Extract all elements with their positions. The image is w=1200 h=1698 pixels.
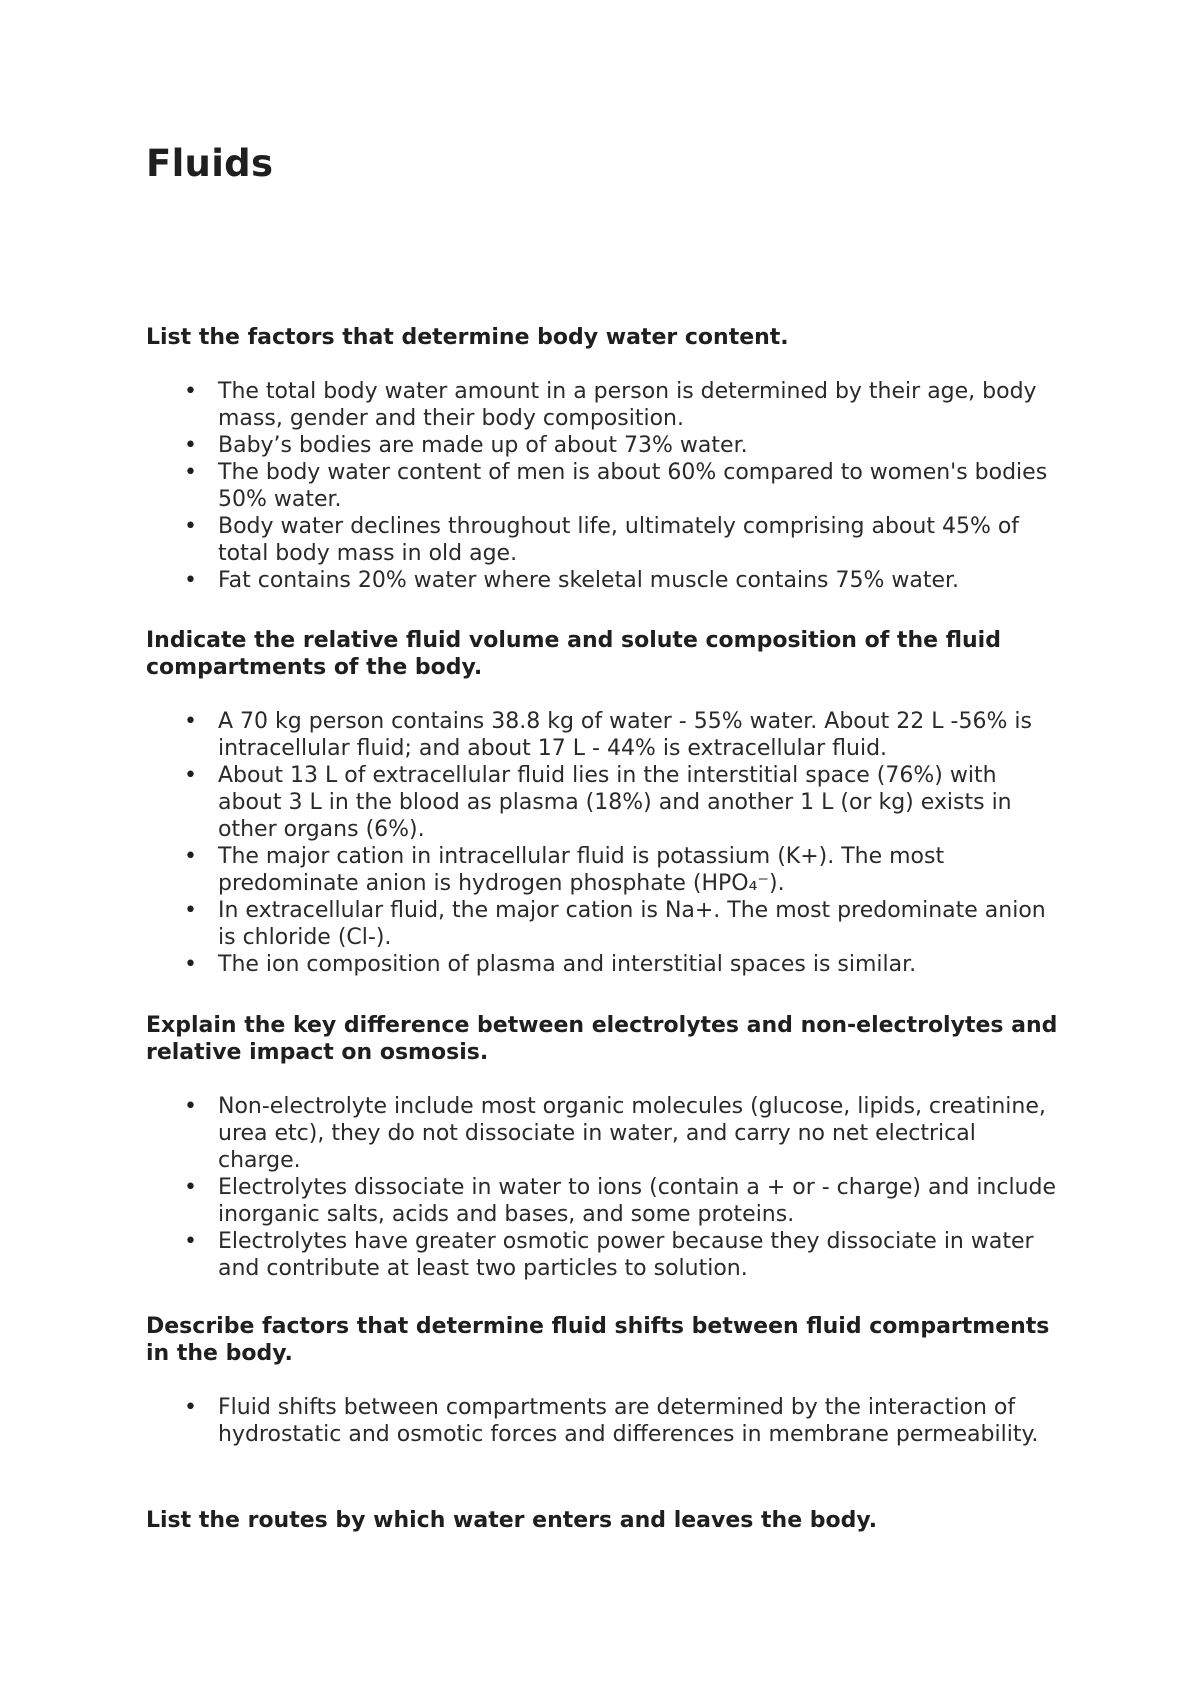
page-title: Fluids [146, 142, 274, 185]
section-heading: Describe factors that determine fluid shifts between fluid compartments in the body. [146, 1314, 1050, 1366]
list-item: • Fat contains 20% water where skeletal muscle contains 75% water. [218, 567, 1064, 594]
section-heading: List the factors that determine body water content. [146, 325, 789, 350]
list-item: • The body water content of men is about 60% compared to women's bodies 50% water. [218, 459, 1064, 513]
section-heading: List the routes by which water enters and leaves the body. [146, 1508, 878, 1533]
section-heading: Explain the key difference between electrolytes and non-electrolytes and relative impact on osmosis. [146, 1013, 1058, 1065]
bullet-list [218, 378, 1064, 594]
list-item: • The total body water amount in a person is determined by their age, body mass, gender and their body composition. [218, 378, 1064, 432]
bullet-list [218, 1093, 1064, 1282]
list-item: • Fluid shifts between compartments are determined by the interaction of hydrostatic and osmotic forces and differences in membrane permeability. [218, 1394, 1064, 1448]
list-item: • About 13 L of extracellular fluid lies in the interstitial space (76%) with about 3 L in the blood as plasma (18%) and another 1 L (or kg) exists in other organs (6%). [218, 762, 1064, 843]
list-item: • Body water declines throughout life, ultimately comprising about 45% of total body mass in old age. [218, 513, 1064, 567]
list-item: • Electrolytes have greater osmotic power because they dissociate in water and contribute at least two particles to solution. [218, 1228, 1064, 1282]
section-fluid-compartments [146, 627, 1076, 978]
section-body-water-factors [146, 324, 1076, 594]
list-item: • A 70 kg person contains 38.8 kg of water - 55% water. About 22 L -56% is intracellular fluid; and about 17 L - 44% is extracellular fluid. [218, 708, 1064, 762]
section-heading: Indicate the relative fluid volume and solute composition of the fluid compartments of the body. [146, 628, 1001, 680]
list-item: • Electrolytes dissociate in water to ions (contain a + or - charge) and include inorganic salts, acids and bases, and some proteins. [218, 1174, 1064, 1228]
list-item: • Baby’s bodies are made up of about 73% water. [218, 432, 1064, 459]
list-item: • In extracellular fluid, the major cation is Na+. The most predominate anion is chloride (Cl-). [218, 897, 1064, 951]
list-item: • The ion composition of plasma and interstitial spaces is similar. [218, 951, 1064, 978]
list-item: • Non-electrolyte include most organic molecules (glucose, lipids, creatinine, urea etc), they do not dissociate in water, and carry no net electrical charge. [218, 1093, 1064, 1174]
bullet-list [218, 1394, 1064, 1448]
bullet-list [218, 708, 1064, 978]
section-water-routes [146, 1507, 1076, 1534]
section-fluid-shifts [146, 1313, 1076, 1448]
section-electrolytes [146, 1012, 1076, 1282]
list-item: • The major cation in intracellular fluid is potassium (K+). The most predominate anion is hydrogen phosphate (HPO₄⁻). [218, 843, 1064, 897]
